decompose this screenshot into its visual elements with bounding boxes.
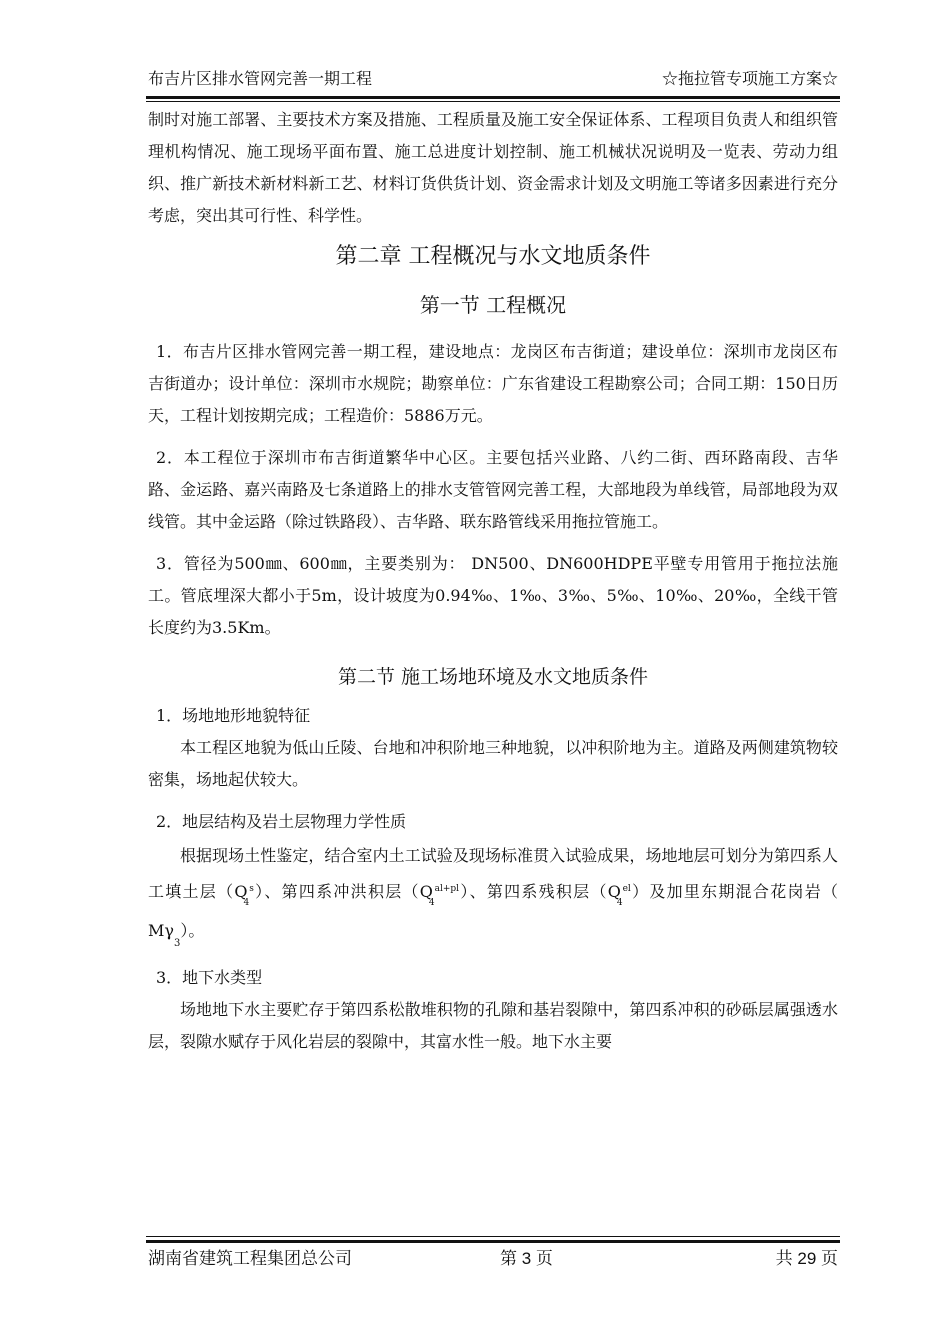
section2-sub2-heading: 2．地层结构及岩土层物理力学性质 xyxy=(156,812,407,831)
section2-sub3-text: 场地地下水主要贮存于第四系松散堆积物的孔隙和基岩裂隙中，第四系冲积的砂砾层属强透水层，裂隙水赋存于风化岩层的裂隙中，其富水性一般。地下水主要 xyxy=(148,1000,838,1051)
chapter-title: 第二章 工程概况与水文地质条件 xyxy=(335,244,651,269)
section2-sub3-heading: 3．地下水类型 xyxy=(156,968,263,987)
q3-subscript: 4 xyxy=(616,898,623,908)
footer-rule-thin xyxy=(146,1236,840,1237)
section2-title: 第二节 施工场地环境及水文地质条件 xyxy=(337,666,649,688)
page-header xyxy=(148,66,838,90)
section1-item-1: 1．布吉片区排水管网完善一期工程，建设地点：龙岗区布吉街道；建设单位：深圳市龙岗区布吉街道办；设计单位：深圳市水规院；勘察单位：广东省建设工程勘察公司；合同工期：150日历天，工程计划按期完成；工程造价：5886万元。 xyxy=(148,342,838,425)
sub2-text-c: ）、第四系残积层（Q xyxy=(459,882,621,901)
section2-sub2-text xyxy=(148,838,838,952)
footer-company: 湖南省建筑工程集团总公司 xyxy=(148,1249,352,1268)
sub2-text-a: 根据现场土性鉴定，结合室内土工试验及现场标准贯入试验成果，场地地层可划分为第四系人工填土层（Q xyxy=(148,846,838,901)
q1-superscript: s xyxy=(249,884,254,894)
intro-paragraph: 制时对施工部署、主要技术方案及措施、工程质量及施工安全保证体系、工程项目负责人和组织管理机构情况、施工现场平面布置、施工总进度计划控制、施工机械状况说明及一览表、劳动力组织、推广新技术新材料新工艺、材料订货供货计划、资金需求计划及文明施工等诸多因素进行充分考虑，突出其可行性、科学性。 xyxy=(148,110,838,225)
q3-superscript: el xyxy=(622,884,631,894)
q2-superscript: al+pl xyxy=(434,884,460,894)
section2-sub1-heading: 1．场地地形地貌特征 xyxy=(156,706,311,725)
gamma-subscript: 3 xyxy=(173,938,181,949)
sub2-text-b: ）、第四系冲洪积层（Q xyxy=(253,882,433,901)
section1-title: 第一节 工程概况 xyxy=(419,293,567,317)
sub2-text-d: ）及加里东期混合花岗岩（ Mγ xyxy=(148,882,838,940)
header-project-title: 布吉片区排水管网完善一期工程 xyxy=(148,71,373,88)
header-rule-thick xyxy=(146,96,840,99)
section1-item-3: 3．管径为500㎜、600㎜，主要类别为： DN500、DN600HDPE平壁专用管用于拖拉法施工。管底埋深大都小于5m，设计坡度为0.94‰、1‰、3‰、5‰、10‰、20‰，全线干管长度约为3.5Km。 xyxy=(148,554,838,637)
footer-total-pages: 共 29 页 xyxy=(775,1249,838,1268)
page-footer xyxy=(148,1244,838,1268)
section2-sub1-text: 本工程区地貌为低山丘陵、台地和冲积阶地三种地貌，以冲积阶地为主。道路及两侧建筑物较密集，场地起伏较大。 xyxy=(148,738,838,789)
q2-subscript: 4 xyxy=(428,898,435,908)
header-document-title: ☆拖拉管专项施工方案☆ xyxy=(661,71,838,88)
footer-page-number: 第 3 页 xyxy=(500,1249,553,1268)
sub2-text-e: ）。 xyxy=(180,921,205,940)
q1-subscript: 4 xyxy=(243,898,250,908)
footer-rule-thick xyxy=(146,1240,840,1243)
header-rule-thin xyxy=(146,101,840,102)
section1-item-2: 2．本工程位于深圳市布吉街道繁华中心区。主要包括兴业路、八约二街、西环路南段、吉华路、金运路、嘉兴南路及七条道路上的排水支管管网完善工程，大部地段为单线管，局部地段为双线管。其中金运路（除过铁路段）、吉华路、联东路管线采用拖拉管施工。 xyxy=(148,448,838,531)
document-body xyxy=(148,104,838,1058)
